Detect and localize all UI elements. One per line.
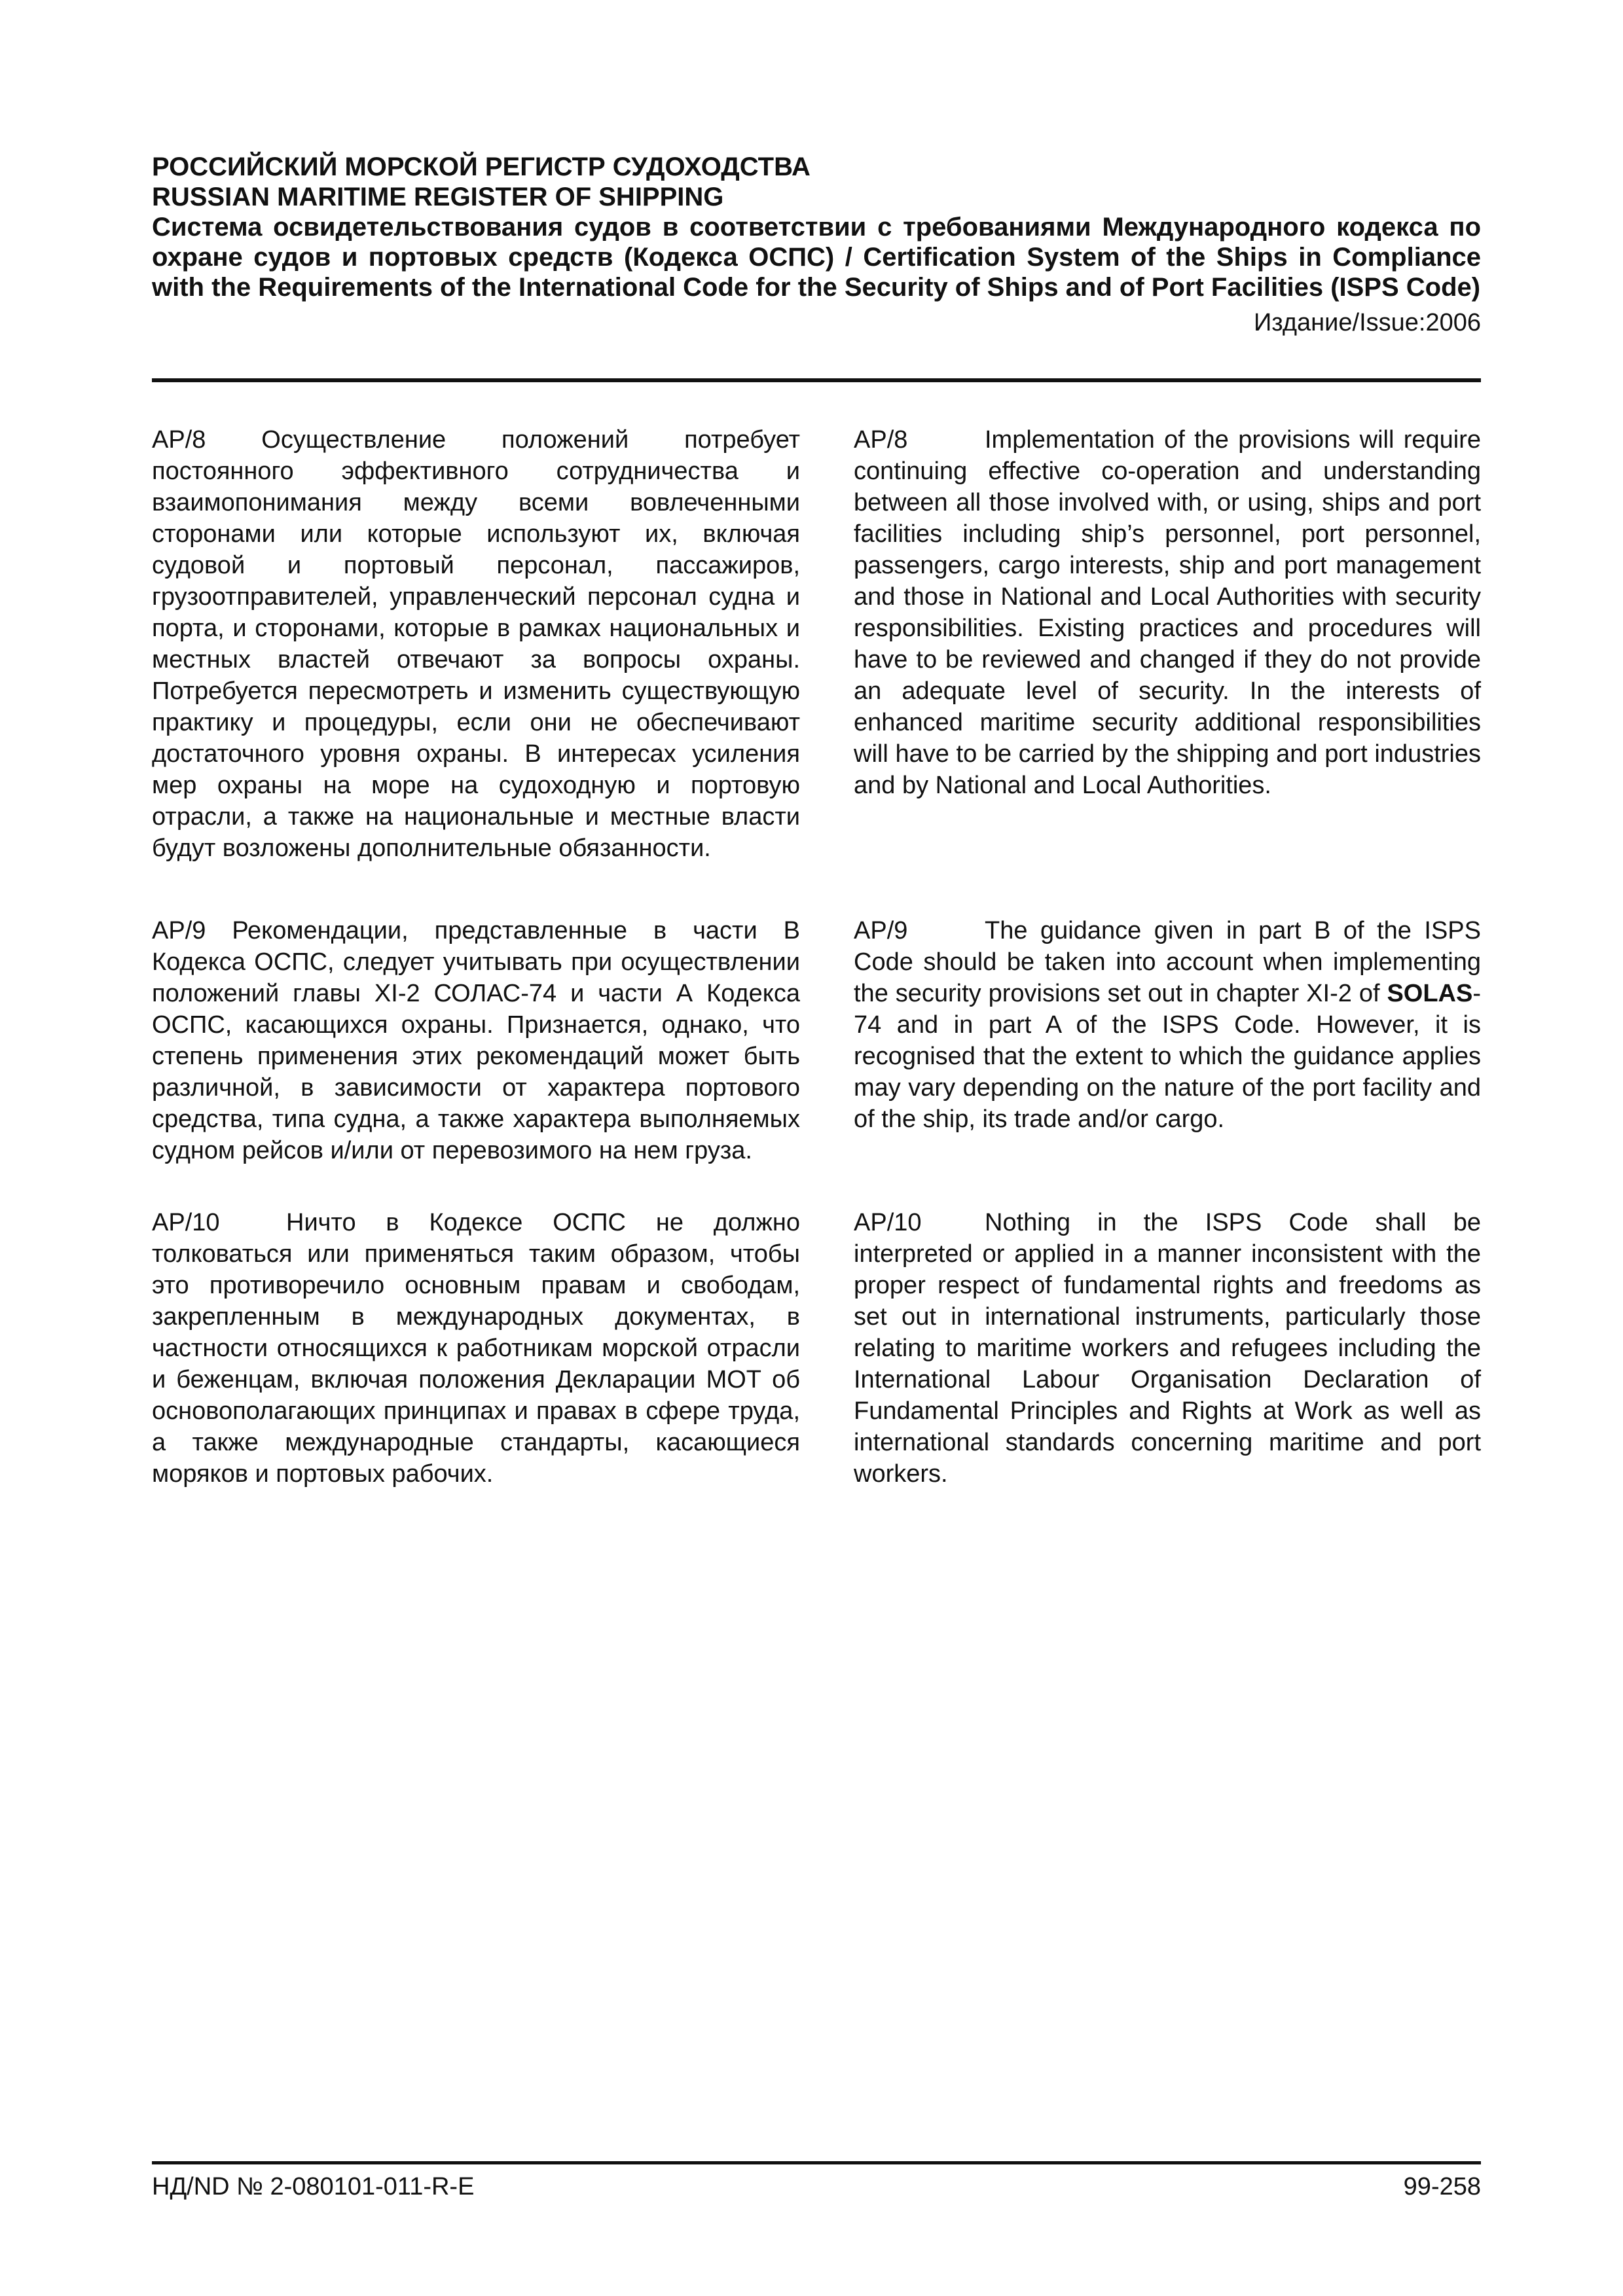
paragraph-ap9-en [854, 915, 1481, 1135]
paragraph-text: Nothing in the ISPS Code shall be interpreted or applied in a manner inconsistent with the proper respect of fundamental rights and freedoms as set out in international instruments, particularly those relating to maritime workers and refugees including the International Labour Organisation Declaration of Fundamental Principles and Rights at Work as well as international standards concerning maritime and port workers. [854, 1209, 1481, 1488]
paragraph-text: Рекомендации, представленные в части В Кодекса ОСПС, следует учитывать при осуществлении положений главы XI-2 СОЛАС-74 и части А Кодекса ОСПС, касающихся охраны. Признается, однако, что степень применения этих рекомендаций может быть различной, в зависимости от характера портового средства, типа судна, а также характера выполняемых судном рейсов и/или от перевозимого на нем груза. [152, 917, 801, 1164]
paragraph-label: AP/9 [152, 917, 206, 944]
paragraph-ap8-en [854, 424, 1481, 801]
header-divider [152, 378, 1481, 382]
paragraph-text: Ничто в Кодексе ОСПС не должно толковаться или применяться таким образом, чтобы это противоречило основным правам и свободам, закрепленным в международных документах, в частности относящихся к работникам морской отрасли и беженцам, включая положения Декларации МОТ об основополагающих принципах и правах в сфере труда, а также международные стандарты, касающиеся моряков и портовых рабочих. [152, 1209, 800, 1488]
paragraph-ap10-ru [152, 1207, 800, 1490]
paragraph-ap9-ru [152, 915, 800, 1166]
paragraph-text: -74 and in part A of the ISPS Code. However, it is recognised that the extent to which the guidance applies may vary depending on the nature of the port facility and of the ship, its trade and/or cargo. [854, 980, 1481, 1133]
paragraph-label: AP/8 [854, 426, 908, 454]
org-name-ru: РОССИЙСКИЙ МОРСКОЙ РЕГИСТР СУДОХОДСТВА [152, 152, 811, 181]
page-header [152, 152, 1481, 338]
org-name-en: RUSSIAN MARITIME REGISTER OF SHIPPING [152, 183, 724, 211]
paragraph-label: AP/10 [854, 1209, 922, 1236]
issue-label: Издание/Issue:2006 [1253, 309, 1481, 336]
paragraph-ap10-en [854, 1207, 1481, 1490]
paragraph-label: AP/8 [152, 426, 206, 454]
document-title: Система освидетельствования судов в соответствии с требованиями Международного кодекса по охране судов и портовых средств (Кодекса ОСПС) / Certification System of the Ships in Compliance with the Requirements of the International Code for the Security of Ships and of Port Facilities (ISPS Code) [152, 213, 1481, 302]
page-number: 99-258 [1403, 2173, 1481, 2200]
paragraph-label: AP/10 [152, 1209, 220, 1236]
paragraph-text: Implementation of the provisions will require continuing effective co-operation and understanding between all those involved with, or using, ships and port facilities including ship’s personnel, port personnel, passengers, cargo interests, ship and port management and those in National and Local Authorities with security responsibilities. Existing practices and procedures will have to be reviewed and changed if they do not provide an adequate level of security. In the interests of enhanced maritime security additional responsibilities will have to be carried by the shipping and port industries and by National and Local Authorities. [854, 426, 1481, 799]
paragraph-text: The guidance given in part B of the ISPS Code should be taken into account when implementing the security provisions set out in chapter XI-2 of [854, 917, 1481, 1007]
solas-term: SOLAS [1387, 980, 1473, 1007]
footer-divider [152, 2161, 1481, 2164]
paragraph-text: Осуществление положений потребует постоянного эффективного сотрудничества и взаимопонимания между всеми вовлеченными сторонами или которые используют их, включая судовой и портовый персонал, пассажиров, грузоотправителей, управленческий персонал судна и порта, и сторонами, которые в рамках национальных и местных властей отвечают за вопросы охраны. Потребуется пересмотреть и изменить существующую практику и процедуры, если они не обеспечивают достаточного уровня охраны. В интересах усиления мер охраны на море на судоходную и портовую отрасли, а также на национальные и местные власти будут возложены дополнительные обязанности. [152, 426, 801, 862]
paragraph-label: AP/9 [854, 917, 908, 944]
paragraph-ap8-ru [152, 424, 800, 864]
document-number: НД/ND № 2-080101-011-R-E [152, 2173, 475, 2200]
